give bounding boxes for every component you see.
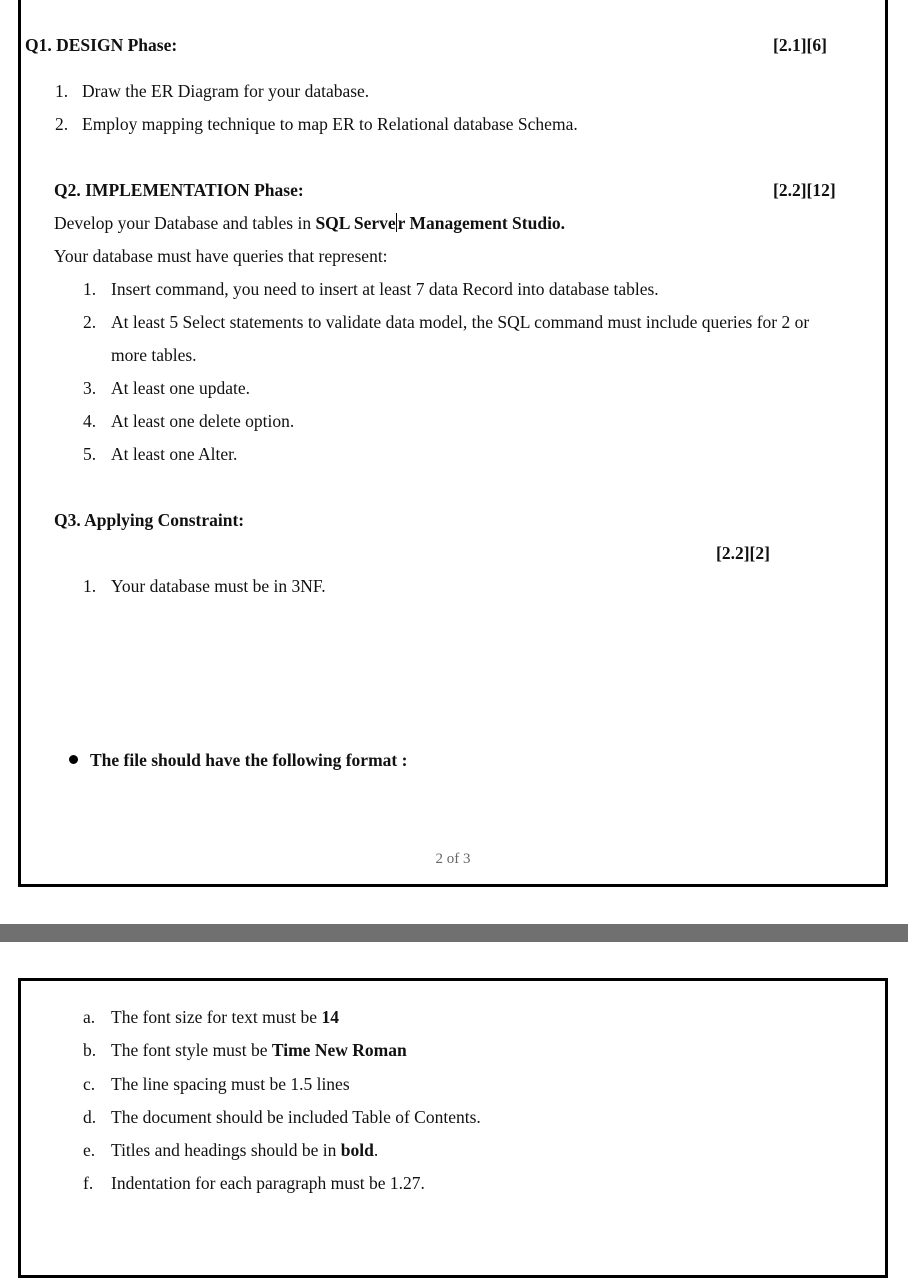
format-item-text: The font style must be: [111, 1040, 272, 1060]
q2-marks: [2.2][12]: [773, 180, 836, 200]
q3-item-text: Your database must be in 3NF.: [111, 576, 326, 596]
format-item: [111, 1039, 407, 1061]
q2-item-number: 3.: [83, 378, 97, 398]
q2-intro-tool-a: SQL Serve: [315, 213, 396, 233]
format-item-letter: f.: [83, 1173, 94, 1193]
q1-marks: [2.1][6]: [773, 35, 827, 55]
format-item-letter: a.: [83, 1007, 96, 1027]
format-item: [111, 1006, 339, 1028]
q2-item-text-continued: more tables.: [111, 345, 197, 365]
format-item-text: The document should be included Table of Contents.: [111, 1107, 481, 1127]
q2-item-number: 4.: [83, 411, 97, 431]
format-item-letter: c.: [83, 1074, 96, 1094]
q3-title: Q3. Applying Constraint:: [54, 510, 245, 530]
format-item-text: The line spacing must be 1.5 lines: [111, 1074, 350, 1094]
q2-item-text: At least one delete option.: [111, 411, 295, 431]
q2-intro: [54, 212, 565, 234]
q1-item-number: 2.: [55, 114, 69, 134]
format-item: [111, 1139, 378, 1161]
page-separator: [0, 924, 908, 942]
q2-item-text: At least 5 Select statements to validate data model, the SQL command must include queries for 2 or: [111, 312, 810, 332]
q2-title: Q2. IMPLEMENTATION Phase:: [54, 180, 304, 200]
q2-item-number: 1.: [83, 279, 97, 299]
bullet-icon: [69, 755, 78, 764]
q1-title: Q1. DESIGN Phase:: [25, 35, 178, 55]
format-item-text: Indentation for each paragraph must be 1.27.: [111, 1173, 425, 1193]
document-page-3: [18, 978, 888, 1278]
format-item-bold: bold: [340, 1140, 374, 1160]
q2-intro-prefix: Develop your Database and tables in: [54, 213, 316, 233]
page-indicator: 2 of 3: [435, 851, 471, 867]
q2-item-text: At least one update.: [111, 378, 250, 398]
q2-intro-tool-b: r Management Studio.: [397, 213, 566, 233]
q2-item-number: 5.: [83, 444, 97, 464]
q3-item-number: 1.: [83, 576, 97, 596]
q1-item-text: Employ mapping technique to map ER to Relational database Schema.: [82, 114, 578, 134]
format-item-letter: e.: [83, 1140, 96, 1160]
format-item-bold: Time New Roman: [271, 1040, 407, 1060]
format-item-text: Titles and headings should be in: [111, 1140, 341, 1160]
q3-marks: [2.2][2]: [716, 543, 770, 563]
q1-item-text: Draw the ER Diagram for your database.: [82, 81, 370, 101]
q1-item-number: 1.: [55, 81, 69, 101]
format-item-letter: b.: [83, 1040, 97, 1060]
q2-item-text: At least one Alter.: [111, 444, 238, 464]
format-item-text: The font size for text must be: [111, 1007, 322, 1027]
format-item-suffix: .: [373, 1140, 379, 1160]
q2-queries-intro: Your database must have queries that represent:: [54, 246, 388, 266]
document-page-2: [18, 0, 888, 887]
format-item-letter: d.: [83, 1107, 97, 1127]
format-item-bold: 14: [321, 1007, 339, 1027]
format-heading: The file should have the following format :: [90, 750, 408, 770]
q2-item-number: 2.: [83, 312, 97, 332]
q2-item-text: Insert command, you need to insert at least 7 data Record into database tables.: [111, 279, 659, 299]
